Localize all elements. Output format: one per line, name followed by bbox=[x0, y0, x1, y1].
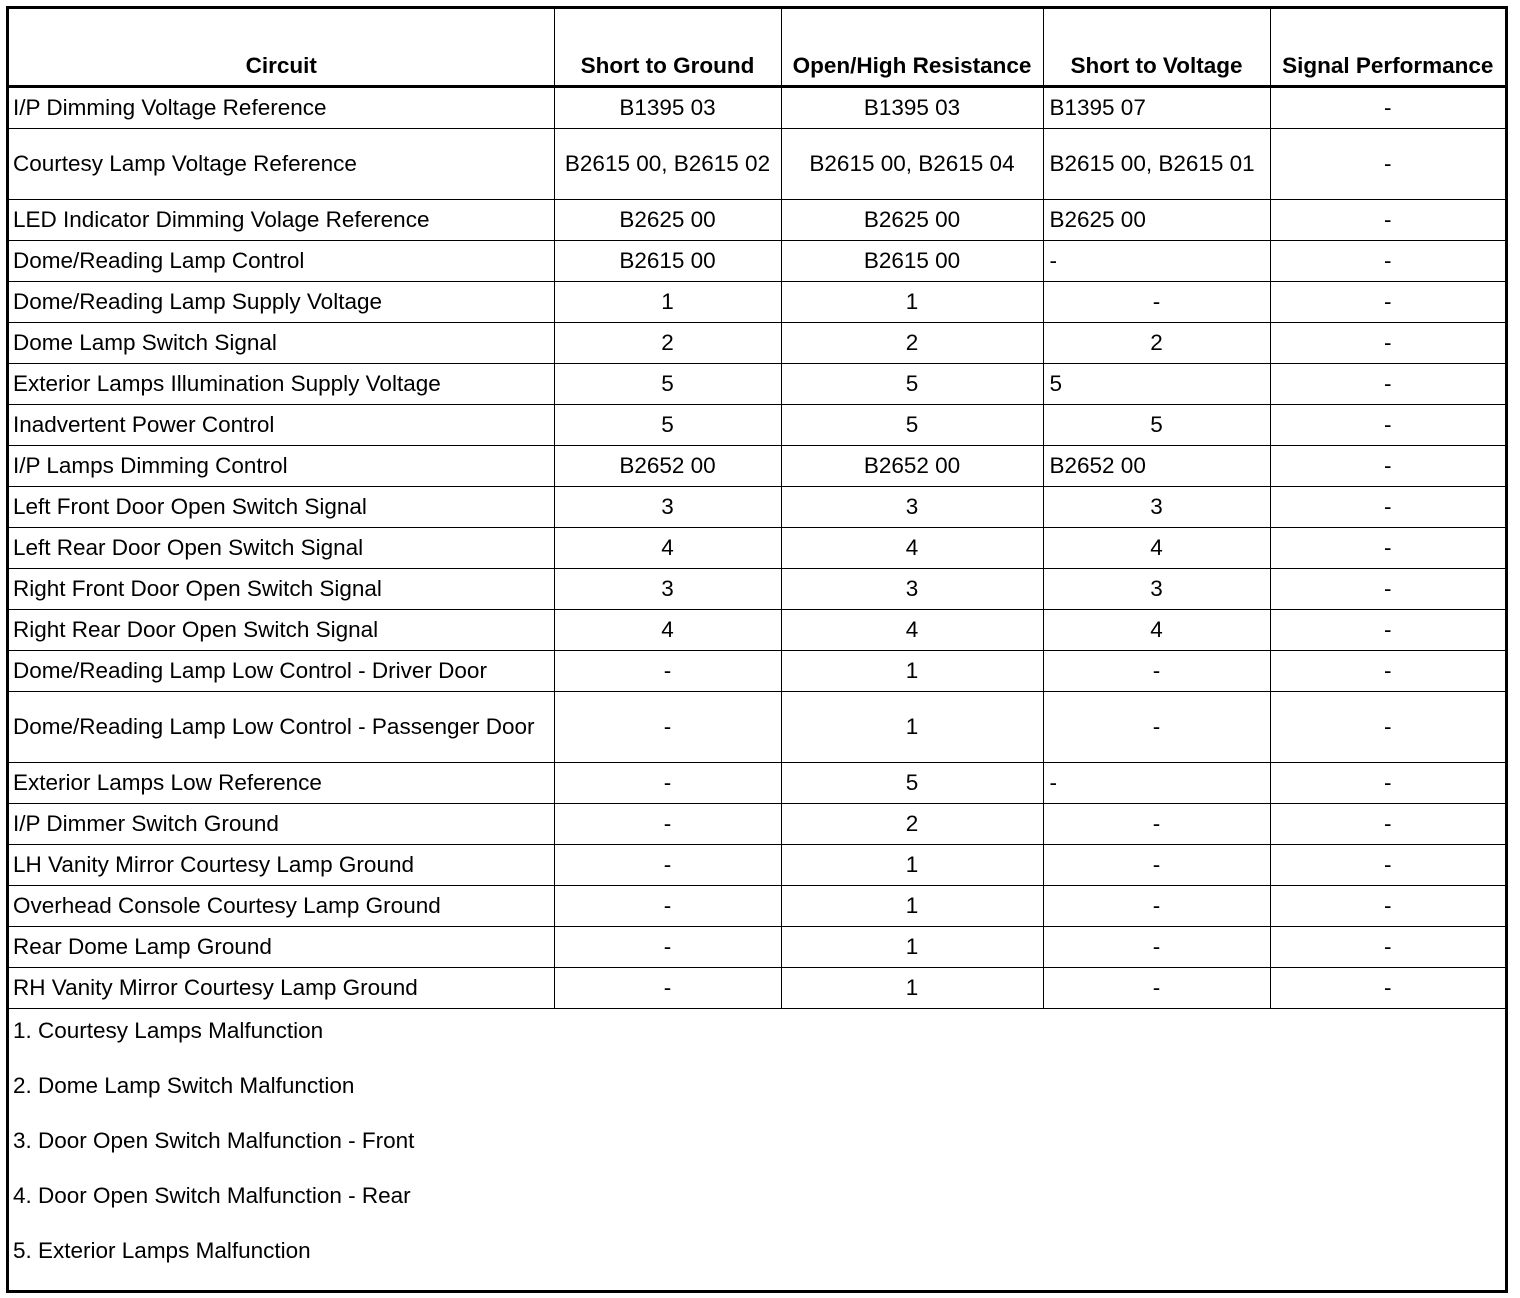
short-to-ground-cell: - bbox=[554, 886, 781, 927]
open-high-resistance-cell: 1 bbox=[781, 968, 1043, 1009]
header-short-to-ground: Short to Ground bbox=[554, 9, 781, 87]
table-row bbox=[9, 763, 1505, 804]
circuit-cell: Overhead Console Courtesy Lamp Ground bbox=[9, 886, 554, 927]
signal-performance-cell: - bbox=[1270, 487, 1505, 528]
short-to-voltage-cell: - bbox=[1043, 692, 1270, 763]
table-row bbox=[9, 651, 1505, 692]
short-to-voltage-cell: - bbox=[1043, 886, 1270, 927]
signal-performance-cell: - bbox=[1270, 200, 1505, 241]
short-to-voltage-cell: 2 bbox=[1043, 323, 1270, 364]
signal-performance-cell: - bbox=[1270, 569, 1505, 610]
table-row bbox=[9, 968, 1505, 1009]
table-row bbox=[9, 487, 1505, 528]
table-row bbox=[9, 610, 1505, 651]
table-row bbox=[9, 804, 1505, 845]
open-high-resistance-cell: 2 bbox=[781, 804, 1043, 845]
signal-performance-cell: - bbox=[1270, 323, 1505, 364]
short-to-voltage-cell: B2615 00, B2615 01 bbox=[1043, 129, 1270, 200]
signal-performance-cell: - bbox=[1270, 241, 1505, 282]
table-row bbox=[9, 200, 1505, 241]
short-to-voltage-cell: - bbox=[1043, 845, 1270, 886]
circuit-cell: I/P Dimmer Switch Ground bbox=[9, 804, 554, 845]
short-to-ground-cell: 4 bbox=[554, 528, 781, 569]
circuit-cell: Dome/Reading Lamp Low Control - Passenger Door bbox=[9, 692, 554, 763]
note-item: 2. Dome Lamp Switch Malfunction bbox=[13, 1073, 355, 1098]
signal-performance-cell: - bbox=[1270, 364, 1505, 405]
short-to-voltage-cell: - bbox=[1043, 968, 1270, 1009]
signal-performance-cell: - bbox=[1270, 87, 1505, 129]
circuit-cell: Courtesy Lamp Voltage Reference bbox=[9, 129, 554, 200]
circuit-cell: Dome/Reading Lamp Control bbox=[9, 241, 554, 282]
table-row bbox=[9, 886, 1505, 927]
open-high-resistance-cell: 3 bbox=[781, 569, 1043, 610]
circuit-cell: Dome/Reading Lamp Supply Voltage bbox=[9, 282, 554, 323]
short-to-ground-cell: - bbox=[554, 651, 781, 692]
circuit-cell: Right Rear Door Open Switch Signal bbox=[9, 610, 554, 651]
short-to-ground-cell: B2625 00 bbox=[554, 200, 781, 241]
circuit-cell: Inadvertent Power Control bbox=[9, 405, 554, 446]
short-to-ground-cell: - bbox=[554, 927, 781, 968]
table-row bbox=[9, 446, 1505, 487]
short-to-ground-cell: B2615 00 bbox=[554, 241, 781, 282]
table-row bbox=[9, 528, 1505, 569]
table-row bbox=[9, 87, 1505, 129]
short-to-ground-cell: - bbox=[554, 804, 781, 845]
header-open-high-resistance: Open/High Resistance bbox=[781, 9, 1043, 87]
signal-performance-cell: - bbox=[1270, 528, 1505, 569]
short-to-voltage-cell: - bbox=[1043, 282, 1270, 323]
circuit-cell: Left Rear Door Open Switch Signal bbox=[9, 528, 554, 569]
circuit-cell: LED Indicator Dimming Volage Reference bbox=[9, 200, 554, 241]
table-row bbox=[9, 845, 1505, 886]
notes-cell bbox=[9, 1009, 1505, 1285]
signal-performance-cell: - bbox=[1270, 804, 1505, 845]
table-row bbox=[9, 692, 1505, 763]
short-to-voltage-cell: 4 bbox=[1043, 528, 1270, 569]
short-to-ground-cell: - bbox=[554, 845, 781, 886]
circuit-cell: Exterior Lamps Illumination Supply Voltage bbox=[9, 364, 554, 405]
note-item: 4. Door Open Switch Malfunction - Rear bbox=[13, 1183, 411, 1208]
table-row bbox=[9, 927, 1505, 968]
signal-performance-cell: - bbox=[1270, 763, 1505, 804]
short-to-voltage-cell: 5 bbox=[1043, 364, 1270, 405]
signal-performance-cell: - bbox=[1270, 927, 1505, 968]
open-high-resistance-cell: 1 bbox=[781, 845, 1043, 886]
open-high-resistance-cell: B2652 00 bbox=[781, 446, 1043, 487]
short-to-voltage-cell: - bbox=[1043, 651, 1270, 692]
short-to-voltage-cell: 5 bbox=[1043, 405, 1270, 446]
signal-performance-cell: - bbox=[1270, 692, 1505, 763]
open-high-resistance-cell: 1 bbox=[781, 927, 1043, 968]
header-circuit: Circuit bbox=[9, 9, 554, 87]
header-short-to-voltage: Short to Voltage bbox=[1043, 9, 1270, 87]
open-high-resistance-cell: 4 bbox=[781, 610, 1043, 651]
open-high-resistance-cell: 3 bbox=[781, 487, 1043, 528]
open-high-resistance-cell: 5 bbox=[781, 405, 1043, 446]
short-to-voltage-cell: - bbox=[1043, 241, 1270, 282]
short-to-voltage-cell: - bbox=[1043, 804, 1270, 845]
open-high-resistance-cell: 2 bbox=[781, 323, 1043, 364]
table-row bbox=[9, 129, 1505, 200]
short-to-voltage-cell: B2652 00 bbox=[1043, 446, 1270, 487]
open-high-resistance-cell: 5 bbox=[781, 364, 1043, 405]
short-to-ground-cell: B1395 03 bbox=[554, 87, 781, 129]
short-to-ground-cell: 5 bbox=[554, 405, 781, 446]
signal-performance-cell: - bbox=[1270, 129, 1505, 200]
open-high-resistance-cell: 1 bbox=[781, 651, 1043, 692]
short-to-voltage-cell: 4 bbox=[1043, 610, 1270, 651]
short-to-ground-cell: 3 bbox=[554, 569, 781, 610]
short-to-ground-cell: 3 bbox=[554, 487, 781, 528]
circuit-cell: Right Front Door Open Switch Signal bbox=[9, 569, 554, 610]
short-to-ground-cell: - bbox=[554, 763, 781, 804]
open-high-resistance-cell: 4 bbox=[781, 528, 1043, 569]
short-to-ground-cell: B2652 00 bbox=[554, 446, 781, 487]
signal-performance-cell: - bbox=[1270, 651, 1505, 692]
short-to-ground-cell: 1 bbox=[554, 282, 781, 323]
open-high-resistance-cell: 5 bbox=[781, 763, 1043, 804]
short-to-ground-cell: - bbox=[554, 968, 781, 1009]
notes-row bbox=[9, 1009, 1505, 1285]
table-row bbox=[9, 405, 1505, 446]
circuit-cell: Dome/Reading Lamp Low Control - Driver Door bbox=[9, 651, 554, 692]
circuit-cell: RH Vanity Mirror Courtesy Lamp Ground bbox=[9, 968, 554, 1009]
open-high-resistance-cell: B1395 03 bbox=[781, 87, 1043, 129]
table-row bbox=[9, 323, 1505, 364]
note-item: 5. Exterior Lamps Malfunction bbox=[13, 1238, 311, 1263]
circuit-cell: I/P Lamps Dimming Control bbox=[9, 446, 554, 487]
circuit-cell: Rear Dome Lamp Ground bbox=[9, 927, 554, 968]
header-signal-performance: Signal Performance bbox=[1270, 9, 1505, 87]
signal-performance-cell: - bbox=[1270, 282, 1505, 323]
open-high-resistance-cell: B2615 00, B2615 04 bbox=[781, 129, 1043, 200]
short-to-voltage-cell: B2625 00 bbox=[1043, 200, 1270, 241]
short-to-voltage-cell: - bbox=[1043, 763, 1270, 804]
short-to-ground-cell: - bbox=[554, 692, 781, 763]
signal-performance-cell: - bbox=[1270, 446, 1505, 487]
short-to-ground-cell: 4 bbox=[554, 610, 781, 651]
short-to-ground-cell: B2615 00, B2615 02 bbox=[554, 129, 781, 200]
short-to-ground-cell: 5 bbox=[554, 364, 781, 405]
open-high-resistance-cell: 1 bbox=[781, 886, 1043, 927]
open-high-resistance-cell: B2625 00 bbox=[781, 200, 1043, 241]
header-row bbox=[9, 9, 1505, 87]
table-row bbox=[9, 282, 1505, 323]
note-item: 3. Door Open Switch Malfunction - Front bbox=[13, 1128, 415, 1153]
dtc-circuit-table-sheet bbox=[6, 6, 1508, 1293]
table-row bbox=[9, 364, 1505, 405]
circuit-cell: Dome Lamp Switch Signal bbox=[9, 323, 554, 364]
signal-performance-cell: - bbox=[1270, 845, 1505, 886]
signal-performance-cell: - bbox=[1270, 405, 1505, 446]
signal-performance-cell: - bbox=[1270, 610, 1505, 651]
circuit-cell: LH Vanity Mirror Courtesy Lamp Ground bbox=[9, 845, 554, 886]
circuit-cell: I/P Dimming Voltage Reference bbox=[9, 87, 554, 129]
short-to-voltage-cell: 3 bbox=[1043, 487, 1270, 528]
signal-performance-cell: - bbox=[1270, 886, 1505, 927]
circuit-cell: Left Front Door Open Switch Signal bbox=[9, 487, 554, 528]
note-item: 1. Courtesy Lamps Malfunction bbox=[13, 1018, 324, 1043]
short-to-voltage-cell: 3 bbox=[1043, 569, 1270, 610]
table-row bbox=[9, 569, 1505, 610]
signal-performance-cell: - bbox=[1270, 968, 1505, 1009]
short-to-ground-cell: 2 bbox=[554, 323, 781, 364]
short-to-voltage-cell: B1395 07 bbox=[1043, 87, 1270, 129]
circuit-cell: Exterior Lamps Low Reference bbox=[9, 763, 554, 804]
short-to-voltage-cell: - bbox=[1043, 927, 1270, 968]
open-high-resistance-cell: B2615 00 bbox=[781, 241, 1043, 282]
table-row bbox=[9, 241, 1505, 282]
open-high-resistance-cell: 1 bbox=[781, 282, 1043, 323]
circuit-fault-table bbox=[9, 9, 1505, 1284]
open-high-resistance-cell: 1 bbox=[781, 692, 1043, 763]
